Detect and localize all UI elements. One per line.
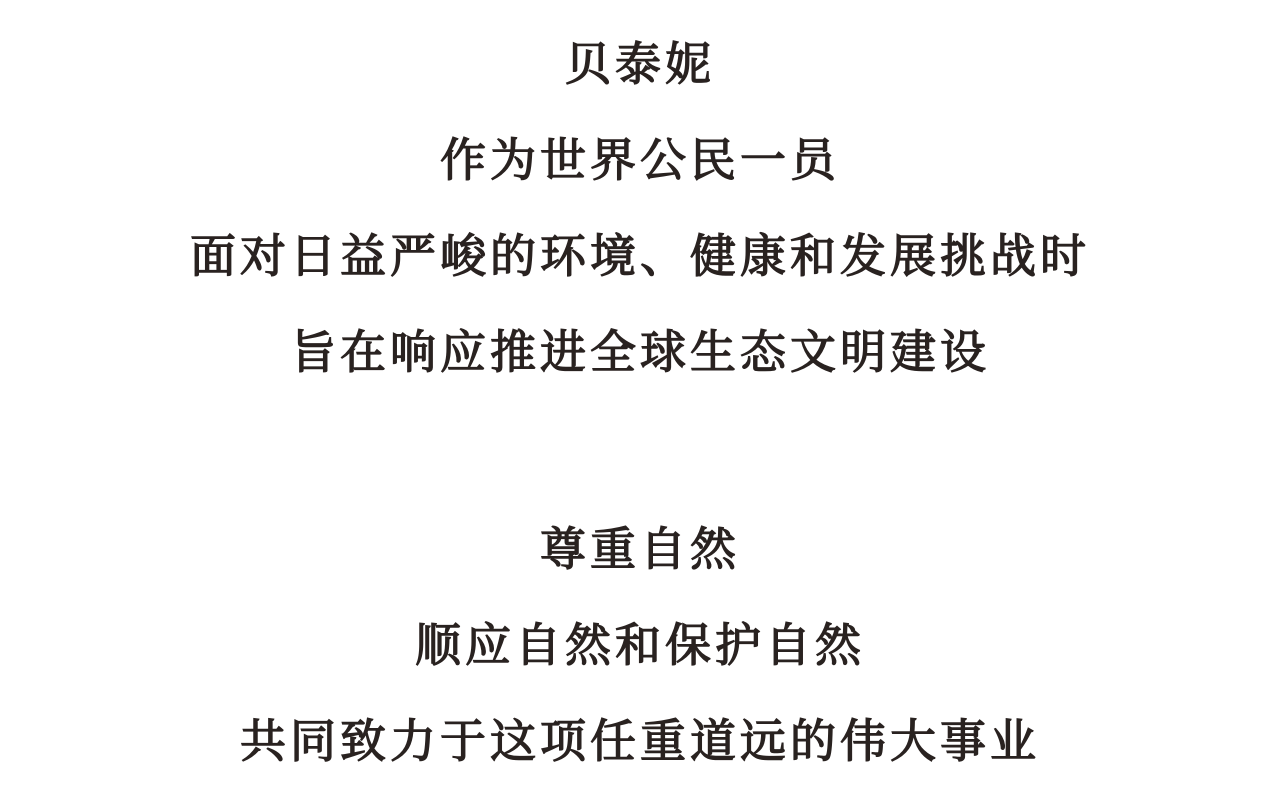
statement-line-eco-civilization: 旨在响应推进全球生态文明建设 [290,325,990,379]
statement-line-challenges: 面对日益严峻的环境、健康和发展挑战时 [190,229,1090,283]
brand-name: 贝泰妮 [565,37,715,91]
statement-line-respect-nature: 尊重自然 [540,522,740,576]
statement-stanza-nature [0,501,1280,789]
statement-line-protect-nature: 顺应自然和保护自然 [415,618,865,672]
statement-line-world-citizen: 作为世界公民一员 [440,133,840,187]
statement-line-great-cause: 共同致力于这项任重道远的伟大事业 [240,714,1040,768]
